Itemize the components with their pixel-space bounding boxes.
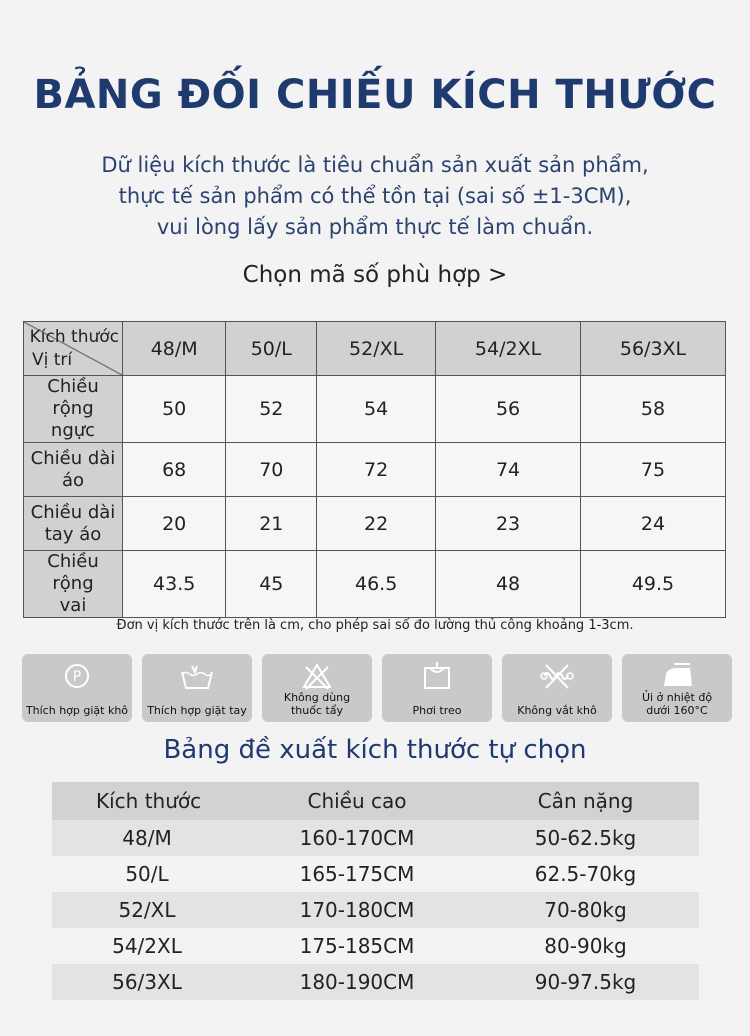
column-header: Kích thước bbox=[96, 789, 202, 813]
care-item bbox=[22, 654, 132, 722]
recommend-title: Bảng đề xuất kích thước tự chọn bbox=[163, 735, 587, 765]
table-cell: 75 bbox=[581, 443, 726, 497]
table-cell: 160-170CM bbox=[299, 826, 415, 850]
table-cell: 43.5 bbox=[123, 551, 226, 618]
description bbox=[0, 150, 750, 243]
care-item bbox=[262, 654, 372, 722]
corner-cell bbox=[24, 322, 123, 376]
column-header: Cân nặng bbox=[537, 789, 634, 813]
iron-icon bbox=[622, 662, 732, 690]
table-cell: 48/M bbox=[122, 826, 172, 850]
table-cell: 90-97.5kg bbox=[534, 970, 637, 994]
row-label: Chiều dài tay áo bbox=[24, 497, 123, 551]
table-cell: 56 bbox=[436, 376, 581, 443]
care-label: Thích hợp giặt tay bbox=[147, 704, 247, 717]
care-label: Ủi ở nhiệt độ dưới 160°C bbox=[641, 691, 713, 717]
table-cell: 180-190CM bbox=[299, 970, 415, 994]
size-header: 48/M bbox=[123, 322, 226, 376]
column-header: Chiều cao bbox=[307, 789, 407, 813]
table-cell: 72 bbox=[317, 443, 436, 497]
choose-size-label: Chọn mã số phù hợp > bbox=[242, 262, 508, 288]
size-header: 52/XL bbox=[317, 322, 436, 376]
table-cell: 49.5 bbox=[581, 551, 726, 618]
corner-bottom-label: Vị trí bbox=[32, 350, 73, 370]
table-cell: 24 bbox=[581, 497, 726, 551]
row-label: Chiều dài áo bbox=[24, 443, 123, 497]
recommend-header-row bbox=[52, 782, 699, 820]
table-cell: 50-62.5kg bbox=[534, 826, 637, 850]
row-label: Chiều rộng ngực bbox=[24, 376, 123, 443]
table-row bbox=[52, 856, 699, 892]
p-circle-icon bbox=[22, 662, 132, 690]
size-header: 56/3XL bbox=[581, 322, 726, 376]
table-row bbox=[52, 820, 699, 856]
care-label: Không vắt khô bbox=[517, 704, 597, 717]
description-line: vui lòng lấy sản phẩm thực tế làm chuẩn. bbox=[156, 215, 594, 239]
table-cell: 48 bbox=[436, 551, 581, 618]
no-wring-icon bbox=[502, 662, 612, 690]
measurement-note: Đơn vị kích thước trên là cm, cho phép sai số đo lường thủ công khoảng 1-3cm. bbox=[116, 618, 634, 633]
table-cell: 54 bbox=[317, 376, 436, 443]
size-header: 50/L bbox=[226, 322, 317, 376]
table-row bbox=[24, 551, 726, 618]
table-row bbox=[52, 928, 699, 964]
svg-text:P: P bbox=[72, 669, 82, 685]
table-cell: 165-175CM bbox=[299, 862, 415, 886]
table-cell: 74 bbox=[436, 443, 581, 497]
wash-tub-icon bbox=[142, 662, 252, 690]
care-instructions bbox=[22, 654, 732, 722]
care-item bbox=[622, 654, 732, 722]
table-cell: 50/L bbox=[125, 862, 169, 886]
size-header: 54/2XL bbox=[436, 322, 581, 376]
description-line: Dữ liệu kích thước là tiêu chuẩn sản xuất sản phẩm, bbox=[101, 153, 649, 177]
table-cell: 68 bbox=[123, 443, 226, 497]
care-item bbox=[142, 654, 252, 722]
hang-dry-icon bbox=[382, 662, 492, 690]
table-cell: 70-80kg bbox=[544, 898, 627, 922]
care-label: Không dùng thuốc tẩy bbox=[283, 691, 351, 717]
table-row bbox=[24, 443, 726, 497]
table-cell: 58 bbox=[581, 376, 726, 443]
table-cell: 54/2XL bbox=[112, 934, 182, 958]
size-chart-table bbox=[23, 321, 726, 618]
table-cell: 21 bbox=[226, 497, 317, 551]
table-cell: 46.5 bbox=[317, 551, 436, 618]
table-cell: 52 bbox=[226, 376, 317, 443]
description-line: thực tế sản phẩm có thể tồn tại (sai số ±1-3CM), bbox=[118, 184, 632, 208]
row-label: Chiều rộng vai bbox=[24, 551, 123, 618]
table-cell: 56/3XL bbox=[112, 970, 182, 994]
care-item bbox=[502, 654, 612, 722]
table-cell: 45 bbox=[226, 551, 317, 618]
no-bleach-icon bbox=[262, 662, 372, 690]
table-cell: 23 bbox=[436, 497, 581, 551]
table-row bbox=[24, 376, 726, 443]
size-header-row bbox=[24, 322, 726, 376]
care-label: Phơi treo bbox=[412, 704, 462, 717]
table-row bbox=[24, 497, 726, 551]
table-cell: 22 bbox=[317, 497, 436, 551]
table-row bbox=[52, 892, 699, 928]
table-cell: 70 bbox=[226, 443, 317, 497]
page-title: BẢNG ĐỐI CHIẾU KÍCH THƯỚC bbox=[33, 72, 717, 118]
table-cell: 20 bbox=[123, 497, 226, 551]
care-item bbox=[382, 654, 492, 722]
table-row bbox=[52, 964, 699, 1000]
corner-top-label: Kích thước bbox=[29, 327, 119, 347]
recommend-table bbox=[52, 782, 699, 1000]
table-cell: 50 bbox=[123, 376, 226, 443]
care-label: Thích hợp giặt khô bbox=[25, 704, 129, 717]
table-cell: 52/XL bbox=[118, 898, 176, 922]
table-cell: 175-185CM bbox=[299, 934, 415, 958]
table-cell: 80-90kg bbox=[544, 934, 627, 958]
table-cell: 62.5-70kg bbox=[534, 862, 637, 886]
table-cell: 170-180CM bbox=[299, 898, 415, 922]
